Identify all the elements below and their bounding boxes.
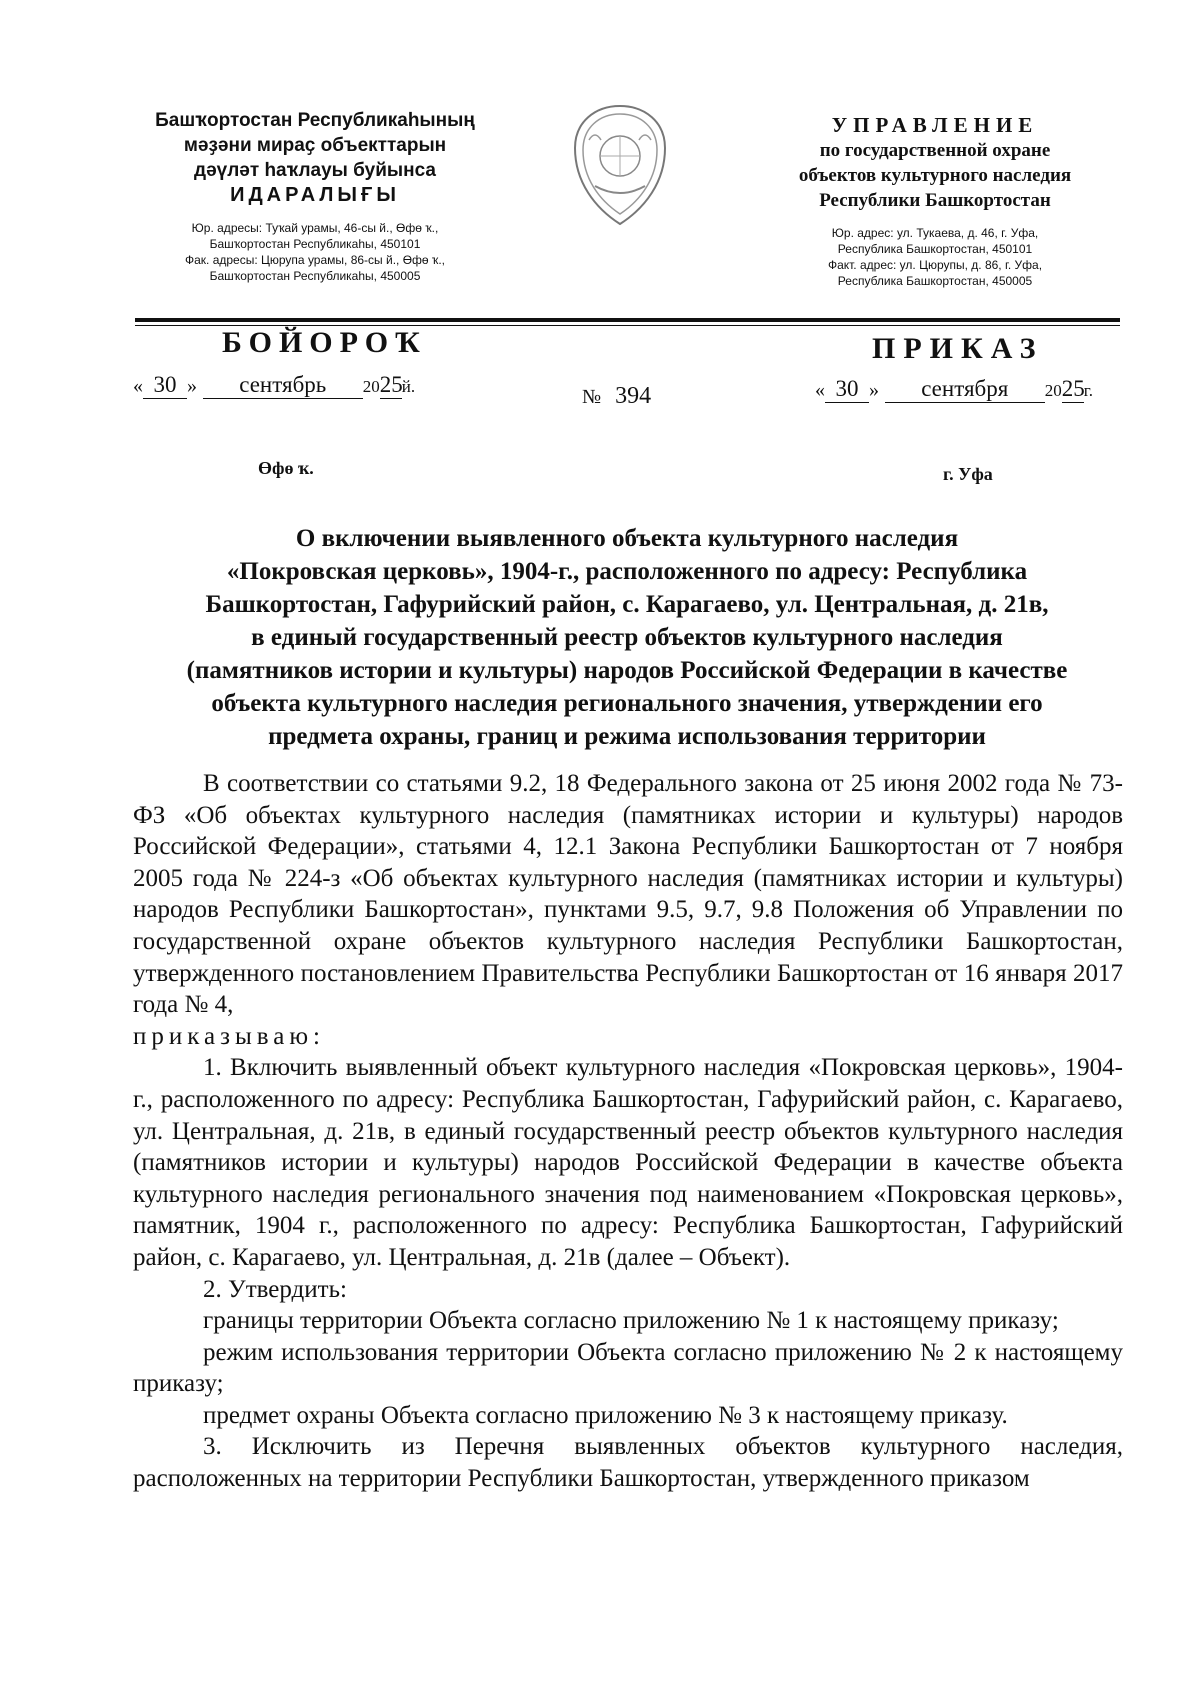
order-body <box>133 768 1123 1495</box>
order-title <box>132 522 1122 753</box>
item-2-paragraph: 2. Утвердить: <box>203 1275 347 1303</box>
date-day: 30 <box>825 376 869 403</box>
item-2a-paragraph: границы территории Объекта согласно приложению № 1 к настоящему приказу; <box>203 1307 1059 1335</box>
quote-open: « <box>133 375 143 397</box>
letterhead-right <box>770 112 1100 289</box>
city-russian: г. Уфа <box>943 464 993 484</box>
org-line: Республики Башкортостан <box>819 190 1051 211</box>
address-block <box>770 225 1100 289</box>
title-line: О включении выявленного объекта культурного наследия <box>295 525 959 552</box>
title-line: «Покровская церковь», 1904-г., расположенного по адресу: Республика <box>226 558 1028 585</box>
address-line: Факт. адрес: ул. Цюрупы, д. 86, г. Уфа, <box>827 258 1043 272</box>
quote-close: » <box>869 379 879 401</box>
header-divider <box>135 318 1120 322</box>
item-3-paragraph: 3. Исключить из Перечня выявленных объектов культурного наследия, расположенных на территории Республики Башкортостан, утвержденного приказом <box>133 1433 1123 1493</box>
item-2b-paragraph: режим использования территории Объекта согласно приложению № 2 к настоящему приказу; <box>133 1338 1123 1398</box>
order-number <box>582 383 651 410</box>
year-mark: г. <box>1083 381 1094 400</box>
address-block <box>135 220 495 284</box>
address-line: Башҡортостан Республикаһы, 450101 <box>209 237 421 251</box>
city-bashkir: Өфө ҡ. <box>258 458 314 478</box>
address-line: Республика Башкортостан, 450101 <box>837 242 1033 256</box>
org-line: объектов культурного наследия <box>798 165 1072 186</box>
year-prefix: 20 <box>1044 381 1062 400</box>
date-month: сентябрь <box>203 372 363 399</box>
date-right <box>815 376 1093 403</box>
org-name: ИДАРАЛЫҒЫ <box>230 184 400 206</box>
item-2c-paragraph: предмет охраны Объекта согласно приложению № 3 к настоящему приказу. <box>203 1401 1008 1429</box>
bashkortostan-emblem-icon <box>565 100 675 230</box>
org-line: по государственной охране <box>819 140 1051 161</box>
date-month: сентября <box>885 376 1045 403</box>
title-line: в единый государственный реестр объектов культурного наследия <box>251 624 1003 651</box>
org-line: Башҡортостан Республикаһының <box>155 110 475 131</box>
year-mark: й. <box>401 377 416 396</box>
year-suffix: 25 <box>1061 376 1085 401</box>
number-value: 394 <box>615 383 652 409</box>
year-suffix: 25 <box>379 372 403 397</box>
address-line: Фак. адресы: Цюрупа урамы, 86-сы й., Өфө ҡ., <box>184 253 446 267</box>
org-line: дәүләт һаҡлауы буйынса <box>194 160 436 181</box>
letterhead-left <box>135 108 495 284</box>
org-line: мәҙәни мираҫ объекттарын <box>183 135 447 156</box>
quote-close: » <box>187 375 197 397</box>
address-line: Башҡортостан Республикаһы, 450005 <box>209 269 421 283</box>
address-line: Юр. адресы: Туҡай урамы, 46-сы й., Өфө ҡ., <box>191 221 439 235</box>
date-day: 30 <box>143 372 187 399</box>
date-left <box>133 372 415 399</box>
number-sign: № <box>582 386 602 408</box>
address-line: Юр. адрес: ул. Тукаева, д. 46, г. Уфа, <box>831 226 1039 240</box>
title-line: объекта культурного наследия регионального значения, утверждении его <box>211 690 1043 717</box>
item-1-paragraph: 1. Включить выявленный объект культурного наследия «Покровская церковь», 1904-г., расположенного по адресу: Республика Башкортостан, Гафурийский район, с. Карагаево, ул. Центральная, д. 21в, в единый государственный реестр объектов культурного наследия (памятников истории и культуры) народов Российской Федерации в качестве объекта культурного наследия регионального значения под наименованием «Покровская церковь», памятник, 1904 г., расположенного по адресу: Республика Башкортостан, Гафурийский район, с. Карагаево, ул. Центральная, д. 21в (далее – Объект). <box>133 1054 1123 1271</box>
preamble-paragraph: В соответствии со статьями 9.2, 18 Федерального закона от 25 июня 2002 года № 73-ФЗ «Об объектах культурного наследия (памятниках истории и культуры) народов Российской Федерации», статьями 4, 12.1 Закона Республики Башкортостан от 7 ноября 2005 года № 224-з «Об объектах культурного наследия (памятниках истории и культуры) народов Республики Башкортостан», пунктами 9.5, 9.7, 9.8 Положения об Управлении по государственной охране объектов культурного наследия Республики Башкортостан, утвержденного постановлением Правительства Республики Башкортостан от 16 января 2017 года № 4, <box>133 770 1123 1019</box>
doc-type-bashkir: БОЙОРОҠ <box>222 326 427 359</box>
quote-open: « <box>815 379 825 401</box>
order-word: приказываю: <box>133 1022 325 1050</box>
org-name: УПРАВЛЕНИЕ <box>831 113 1039 137</box>
title-line: предмета охраны, границ и режима использования территории <box>268 723 986 750</box>
doc-type-russian: ПРИКАЗ <box>872 332 1044 365</box>
year-prefix: 20 <box>362 377 380 396</box>
title-line: (памятников истории и культуры) народов Российской Федерации в качестве <box>186 657 1068 684</box>
title-line: Башкортостан, Гафурийский район, с. Карагаево, ул. Центральная, д. 21в, <box>205 591 1049 618</box>
address-line: Республика Башкортостан, 450005 <box>837 274 1033 288</box>
